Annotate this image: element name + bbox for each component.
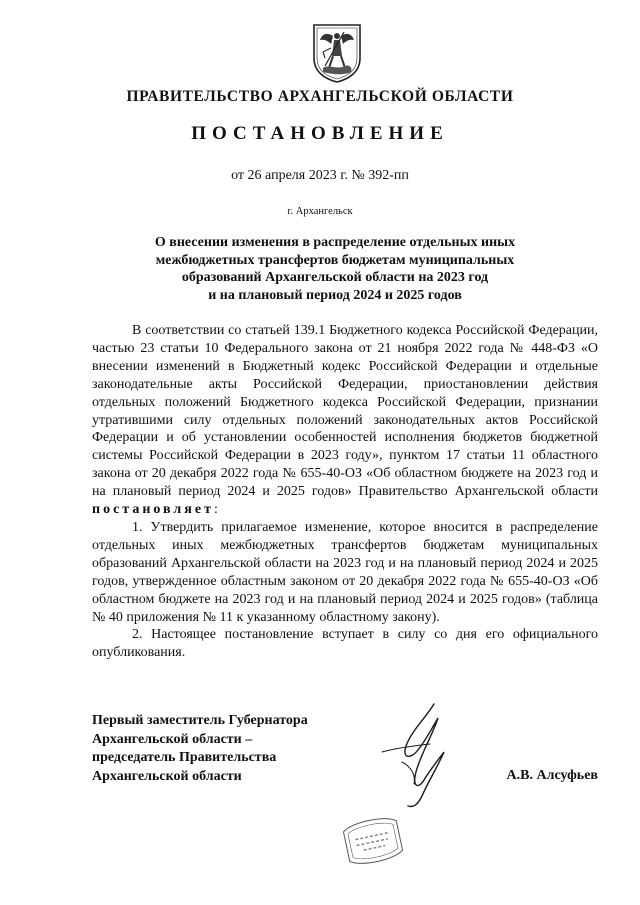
archangel-coat-of-arms-icon: [311, 22, 363, 84]
document-type: ПОСТАНОВЛЕНИЕ: [191, 123, 449, 144]
signer-name: А.В. Алсуфьев: [506, 768, 598, 783]
subject-line: О внесении изменения в распределение отдельных иных: [154, 235, 516, 250]
item-2-paragraph: 2. Настоящее постановление вступает в силу со дня его официального опубликования.: [92, 627, 598, 661]
signer-title: [92, 712, 392, 786]
item-1-paragraph: 1. Утвердить прилагаемое изменение, которое вносится в распределение отдельных иных межбюджетных трансфертов бюджетам муниципальных образований Архангельской области на 2023 год и на плановый период 2024 и 2025 годов, утвержденное областным законом от 20 декабря 2022 года № 655-40-ОЗ «Об областном бюджете на 2023 год и на плановый период 2024 и 2025 годов» (таблица № 40 приложения № 11 к указанному областному закону).: [92, 519, 598, 625]
signer-title-line: Архангельской области –: [92, 731, 253, 747]
preamble-paragraph: [92, 322, 598, 519]
preamble-text: В соответствии со статьей 139.1 Бюджетного кодекса Российской Федерации, частью 23 статьи 10 Федерального закона от 21 ноября 2022 года № 448-ФЗ «О внесении изменений в Бюджетный кодекс Российской Федерации и отдельные законодательные акты Российской Федерации, приостановлении действия отдельных положений Бюджетного кодекса Российской Федерации, признании утратившими силу отдельных положений законодательных актов Российской Федерации и об установлении особенностей исполнения бюджетов бюджетной системы Российской Федерации в 2023 году», пунктом 17 статьи 11 областного закона от 20 декабря 2022 года № 655-40-ОЗ «Об областном бюджете на 2023 год и на плановый период 2024 и 2025 годов» Правительство Архангельской области: [92, 323, 598, 500]
signer-title-line: Первый заместитель Губернатора: [92, 713, 308, 728]
document-body: [92, 322, 598, 662]
document-subject: [130, 234, 540, 304]
signer-title-line: Архангельской области: [92, 768, 242, 784]
document-date-number: от 26 апреля 2023 г. № 392-пп: [231, 168, 409, 183]
decree-colon: :: [213, 502, 218, 518]
protocol-department-stamp-icon: [338, 812, 408, 870]
document-city: г. Архангельск: [287, 206, 353, 217]
signer-title-line: председатель Правительства: [92, 750, 277, 765]
subject-line: и на плановый период 2024 и 2025 годов: [208, 287, 462, 303]
decree-word: постановляет: [92, 502, 214, 518]
subject-line: образований Архангельской области на 2023 год: [181, 270, 489, 285]
government-title: ПРАВИТЕЛЬСТВО АРХАНГЕЛЬСКОЙ ОБЛАСТИ: [126, 88, 514, 105]
subject-line: межбюджетных трансфертов бюджетам муниципальных: [155, 252, 515, 268]
handwritten-signature-icon: [372, 700, 462, 810]
